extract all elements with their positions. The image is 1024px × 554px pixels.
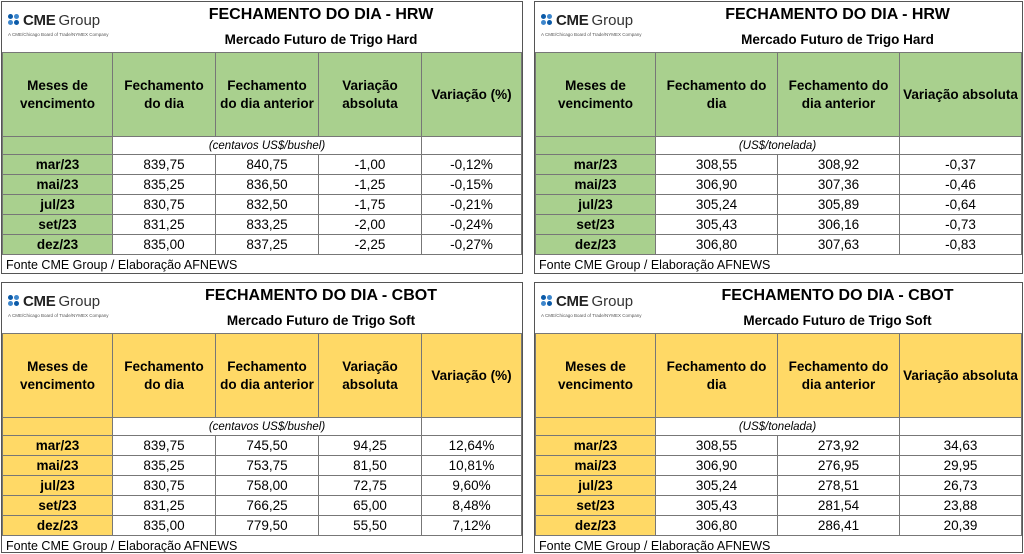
header-cell: Fechamento do dia [113,53,216,137]
value-cell: -0,21% [422,195,522,215]
month-cell: dez/23 [536,516,656,536]
table-header-row [536,334,1022,418]
table-row [536,436,1022,456]
value-cell: -2,00 [319,215,422,235]
unit-label: (US$/tonelada) [656,137,900,155]
unit-label: (centavos US$/bushel) [113,137,422,155]
source-footer: Fonte CME Group / Elaboração AFNEWS [539,258,771,272]
value-cell: 72,75 [319,476,422,496]
value-cell: -1,25 [319,175,422,195]
value-cell: -0,46 [900,175,1022,195]
value-cell: -2,25 [319,235,422,255]
cme-group-logo [541,9,651,45]
value-cell: 832,50 [216,195,319,215]
table-row [3,215,522,235]
value-cell: 306,16 [778,215,900,235]
table-row [3,235,522,255]
table-row [3,516,522,536]
header-cell: Meses de vencimento [3,53,113,137]
cme-group-logo [541,290,651,326]
month-cell: mar/23 [3,436,113,456]
value-cell: 26,73 [900,476,1022,496]
table-row [3,175,522,195]
panel-subtitle: Mercado Futuro de Trigo Soft [226,313,416,328]
value-cell: -0,73 [900,215,1022,235]
header-cell: Variação absoluta [900,53,1022,137]
value-cell: 305,24 [656,195,778,215]
globe-icon [541,295,553,307]
table-row [536,516,1022,536]
month-cell: set/23 [536,215,656,235]
table-header-row [536,53,1022,137]
table-row [536,215,1022,235]
header-cell: Fechamento do dia anterior [778,334,900,418]
month-cell: dez/23 [3,235,113,255]
value-cell: 839,75 [113,155,216,175]
panel-hrw-cents [1,1,523,274]
globe-icon [541,14,553,26]
table-row [3,496,522,516]
price-table [2,333,522,536]
header-cell: Meses de vencimento [3,334,113,418]
value-cell: 306,80 [656,235,778,255]
unit-label: (centavos US$/bushel) [113,418,422,436]
table-header-row [3,53,522,137]
value-cell: 835,00 [113,235,216,255]
value-cell: 286,41 [778,516,900,536]
logo-group: Group [591,11,634,29]
value-cell: 12,64% [422,436,522,456]
month-cell: jul/23 [536,195,656,215]
logo-group: Group [58,11,101,29]
unit-label: (US$/tonelada) [656,418,900,436]
month-cell: mai/23 [3,456,113,476]
month-cell: jul/23 [3,476,113,496]
table-row [536,195,1022,215]
value-cell: 758,00 [216,476,319,496]
globe-icon [8,295,20,307]
value-cell: -0,24% [422,215,522,235]
value-cell: 835,25 [113,456,216,476]
value-cell: 55,50 [319,516,422,536]
value-cell: -0,83 [900,235,1022,255]
header-cell: Variação (%) [422,334,522,418]
logo-group: Group [591,292,634,310]
month-cell: mar/23 [536,155,656,175]
month-cell: mar/23 [3,155,113,175]
logo-brand: CME [556,11,589,29]
price-table [535,52,1022,255]
logo-group: Group [58,292,101,310]
header-cell: Fechamento do dia [656,334,778,418]
month-cell: set/23 [3,496,113,516]
value-cell: -0,27% [422,235,522,255]
header-cell: Fechamento do dia anterior [216,53,319,137]
value-cell: -0,64 [900,195,1022,215]
value-cell: 305,43 [656,496,778,516]
value-cell: 766,25 [216,496,319,516]
value-cell: -0,37 [900,155,1022,175]
month-cell: dez/23 [3,516,113,536]
header-cell: Fechamento do dia [113,334,216,418]
panel-header [535,283,1022,333]
panel-title: FECHAMENTO DO DIA - HRW [725,6,950,23]
table-row [3,155,522,175]
month-cell: jul/23 [3,195,113,215]
logo-tagline: A CME/Chicago Board of Trade/NYMEX Company [541,313,642,318]
month-cell: mai/23 [3,175,113,195]
value-cell: 81,50 [319,456,422,476]
value-cell: 307,36 [778,175,900,195]
cme-group-logo [8,290,118,326]
value-cell: 831,25 [113,215,216,235]
table-row [536,496,1022,516]
logo-brand: CME [23,292,56,310]
value-cell: 273,92 [778,436,900,456]
source-footer: Fonte CME Group / Elaboração AFNEWS [6,539,238,553]
value-cell: 276,95 [778,456,900,476]
value-cell: 305,89 [778,195,900,215]
logo-tagline: A CME/Chicago Board of Trade/NYMEX Company [8,32,109,37]
header-cell: Fechamento do dia anterior [216,334,319,418]
value-cell: 835,25 [113,175,216,195]
value-cell: 94,25 [319,436,422,456]
panel-title: FECHAMENTO DO DIA - HRW [208,6,434,23]
value-cell: 305,43 [656,215,778,235]
month-cell: jul/23 [536,476,656,496]
price-table [2,52,522,255]
panel-header [2,283,522,333]
table-row [3,456,522,476]
header-cell: Variação (%) [422,53,522,137]
value-cell: 833,25 [216,215,319,235]
table-header-row [3,334,522,418]
value-cell: 34,63 [900,436,1022,456]
unit-row [3,137,522,155]
value-cell: 753,75 [216,456,319,476]
table-row [3,436,522,456]
panel-header [535,2,1022,52]
value-cell: 745,50 [216,436,319,456]
value-cell: 10,81% [422,456,522,476]
value-cell: 308,92 [778,155,900,175]
table-row [536,175,1022,195]
value-cell: 306,90 [656,456,778,476]
value-cell: 23,88 [900,496,1022,516]
value-cell: 65,00 [319,496,422,516]
table-row [536,456,1022,476]
table-row [3,476,522,496]
header-cell: Fechamento do dia anterior [778,53,900,137]
logo-brand: CME [556,292,589,310]
month-cell: dez/23 [536,235,656,255]
value-cell: 308,55 [656,155,778,175]
value-cell: 9,60% [422,476,522,496]
panel-header [2,2,522,52]
value-cell: 306,80 [656,516,778,536]
value-cell: 840,75 [216,155,319,175]
header-cell: Meses de vencimento [536,53,656,137]
logo-tagline: A CME/Chicago Board of Trade/NYMEX Company [8,313,109,318]
value-cell: 305,24 [656,476,778,496]
table-row [536,476,1022,496]
source-footer: Fonte CME Group / Elaboração AFNEWS [6,258,238,272]
value-cell: 837,25 [216,235,319,255]
cme-group-logo [8,9,118,45]
table-row [3,195,522,215]
value-cell: -0,15% [422,175,522,195]
header-cell: Fechamento do dia [656,53,778,137]
header-cell: Meses de vencimento [536,334,656,418]
value-cell: 307,63 [778,235,900,255]
panel-title: FECHAMENTO DO DIA - CBOT [205,287,437,304]
panel-subtitle: Mercado Futuro de Trigo Soft [743,313,932,328]
logo-tagline: A CME/Chicago Board of Trade/NYMEX Company [541,32,642,37]
header-cell: Variação absoluta [319,53,422,137]
value-cell: 839,75 [113,436,216,456]
value-cell: 779,50 [216,516,319,536]
month-cell: set/23 [536,496,656,516]
value-cell: 831,25 [113,496,216,516]
value-cell: -1,75 [319,195,422,215]
unit-row [3,418,522,436]
panel-hrw-ton [534,1,1023,274]
price-table [535,333,1022,536]
source-footer: Fonte CME Group / Elaboração AFNEWS [539,539,771,553]
header-cell: Variação absoluta [319,334,422,418]
globe-icon [8,14,20,26]
value-cell: 835,00 [113,516,216,536]
value-cell: 281,54 [778,496,900,516]
panel-cbot-cents [1,282,523,553]
value-cell: 7,12% [422,516,522,536]
unit-row [536,418,1022,436]
value-cell: 830,75 [113,476,216,496]
value-cell: -1,00 [319,155,422,175]
header-cell: Variação absoluta [900,334,1022,418]
month-cell: mar/23 [536,436,656,456]
logo-brand: CME [23,11,56,29]
value-cell: 836,50 [216,175,319,195]
value-cell: 306,90 [656,175,778,195]
table-row [536,235,1022,255]
value-cell: -0,12% [422,155,522,175]
value-cell: 308,55 [656,436,778,456]
value-cell: 278,51 [778,476,900,496]
value-cell: 29,95 [900,456,1022,476]
unit-row [536,137,1022,155]
panel-subtitle: Mercado Futuro de Trigo Hard [224,32,418,47]
value-cell: 830,75 [113,195,216,215]
month-cell: set/23 [3,215,113,235]
value-cell: 8,48% [422,496,522,516]
panel-title: FECHAMENTO DO DIA - CBOT [721,287,954,304]
month-cell: mai/23 [536,456,656,476]
value-cell: 20,39 [900,516,1022,536]
month-cell: mai/23 [536,175,656,195]
table-row [536,155,1022,175]
panel-subtitle: Mercado Futuro de Trigo Hard [741,32,934,47]
panel-cbot-ton [534,282,1023,553]
